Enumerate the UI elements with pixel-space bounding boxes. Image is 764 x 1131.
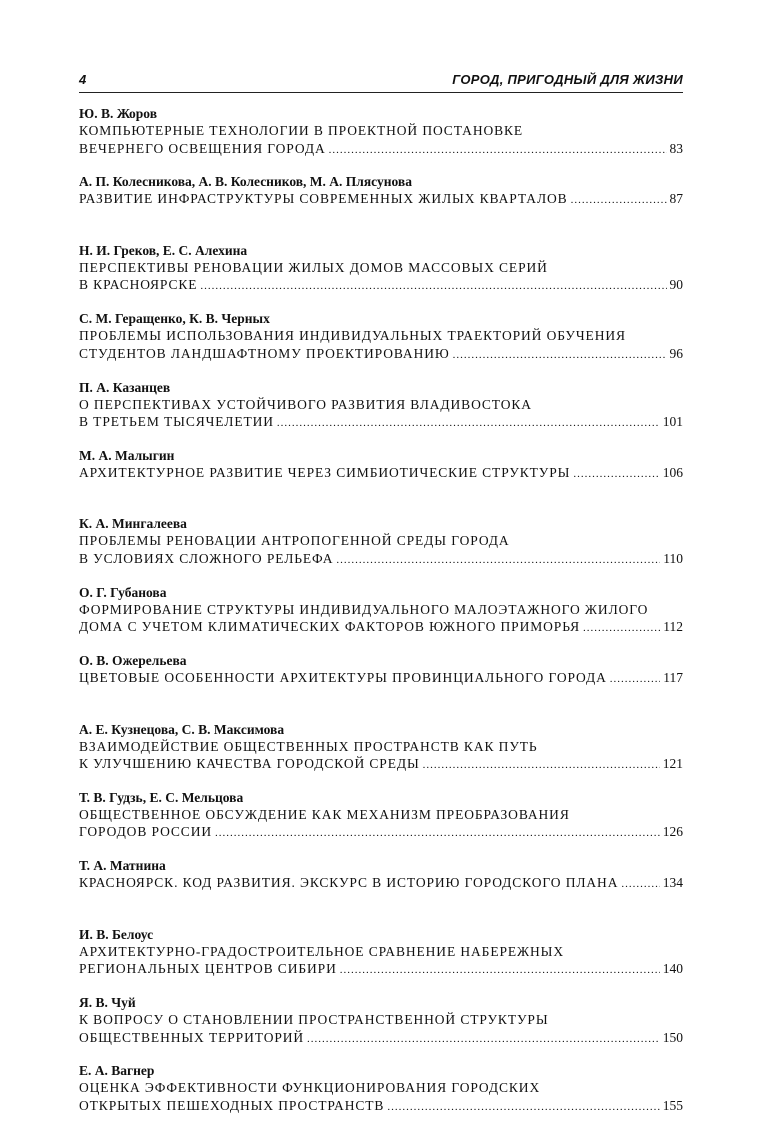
toc-entry-page-number: 101 <box>662 414 683 430</box>
dot-leader <box>215 825 660 843</box>
dot-leader <box>387 1099 659 1117</box>
dot-leader <box>277 415 660 433</box>
toc-entry-title-line: ОБЩЕСТВЕННЫХ ТЕРРИТОРИЙ <box>79 1029 305 1045</box>
toc-entry-title-line: ПЕРСПЕКТИВЫ РЕНОВАЦИИ ЖИЛЫХ ДОМОВ МАССОВЫХ СЕРИЙ <box>79 259 548 275</box>
toc-entry-last-line <box>79 1097 683 1115</box>
dot-leader <box>453 347 667 365</box>
page-header <box>79 70 683 93</box>
dot-leader <box>307 1031 660 1049</box>
toc-entry-page-number: 126 <box>662 824 683 840</box>
toc-entry-page-number: 96 <box>669 345 683 361</box>
table-of-contents <box>79 105 683 1131</box>
toc-entry-authors: С. М. Геращенко, К. В. Черных <box>79 311 270 327</box>
toc-entry-authors: О. В. Ожерельева <box>79 653 187 669</box>
toc-entry-last-line <box>79 960 683 978</box>
toc-entry-authors: Ю. В. Жоров <box>79 106 158 121</box>
toc-entry-authors: К. А. Мингалеева <box>79 516 187 532</box>
toc-entry-last-line <box>79 755 683 773</box>
toc-entry-page-number: 155 <box>662 1097 683 1113</box>
toc-entry-title-line: КРАСНОЯРСК. КОД РАЗВИТИЯ. ЭКСКУРС В ИСТОРИЮ ГОРОДСКОГО ПЛАНА <box>79 875 619 891</box>
toc-entry-page-number: 112 <box>663 619 683 635</box>
toc-entry <box>79 173 683 241</box>
toc-entry-authors: М. А. Малыгин <box>79 447 175 463</box>
toc-entry-title-line: ПРОБЛЕМЫ ИСПОЛЬЗОВАНИЯ ИНДИВИДУАЛЬНЫХ ТРАЕКТОРИЙ ОБУЧЕНИЯ <box>79 328 626 344</box>
toc-entry-last-line <box>79 618 683 636</box>
toc-entry-title-line: РЕГИОНАЛЬНЫХ ЦЕНТРОВ СИБИРИ <box>79 961 337 977</box>
toc-entry-last-line <box>79 874 683 892</box>
toc-entry-authors: П. А. Казанцев <box>79 379 171 395</box>
toc-entry <box>79 242 683 310</box>
dot-leader <box>423 757 660 775</box>
toc-entry-authors: Е. А. Вагнер <box>79 1063 155 1079</box>
toc-entry <box>79 857 683 925</box>
toc-entry-authors: И. В. Белоус <box>79 926 154 942</box>
toc-entry-title-line: АРХИТЕКТУРНО-ГРАДОСТРОИТЕЛЬНОЕ СРАВНЕНИЕ НАБЕРЕЖНЫХ <box>79 943 564 959</box>
toc-entry-last-line <box>79 190 683 208</box>
toc-entry <box>79 447 683 515</box>
toc-entry-title-line: В КРАСНОЯРСКЕ <box>79 277 198 293</box>
toc-entry-title-line: В ТРЕТЬЕМ ТЫСЯЧЕЛЕТИИ <box>79 414 274 430</box>
toc-entry-last-line <box>79 413 683 431</box>
toc-entry-page-number: 117 <box>663 670 683 686</box>
toc-entry-authors: Т. В. Гудзь, Е. С. Мельцова <box>79 789 244 805</box>
toc-entry <box>79 1062 683 1130</box>
toc-entry-authors: Я. В. Чуй <box>79 995 136 1011</box>
toc-entry <box>79 789 683 857</box>
toc-entry-last-line <box>79 276 683 294</box>
toc-entry-last-line <box>79 823 683 841</box>
running-title: ГОРОД, ПРИГОДНЫЙ ДЛЯ ЖИЗНИ <box>452 72 683 87</box>
toc-entry-authors: А. Е. Кузнецова, С. В. Максимова <box>79 721 285 737</box>
toc-entry <box>79 926 683 994</box>
toc-entry-last-line <box>79 345 683 363</box>
toc-entry-page-number: 110 <box>663 550 683 566</box>
dot-leader <box>336 552 660 570</box>
toc-entry-authors: Т. А. Матнина <box>79 858 166 874</box>
dot-leader <box>571 192 667 210</box>
page-number: 4 <box>79 72 87 87</box>
toc-entry-title-line: ВЕЧЕРНЕГО ОСВЕЩЕНИЯ ГОРОДА <box>79 140 326 156</box>
toc-entry <box>79 379 683 447</box>
toc-entry-last-line <box>79 550 683 568</box>
toc-entry <box>79 105 683 173</box>
toc-entry-page-number: 106 <box>662 464 683 480</box>
dot-leader <box>583 620 660 638</box>
dot-leader <box>610 671 660 689</box>
toc-entry <box>79 584 683 652</box>
dot-leader <box>329 142 667 160</box>
toc-entry-title-line: ГОРОДОВ РОССИИ <box>79 824 212 840</box>
toc-entry <box>79 310 683 378</box>
toc-entry-last-line <box>79 1029 683 1047</box>
toc-entry-title-line: АРХИТЕКТУРНОЕ РАЗВИТИЕ ЧЕРЕЗ СИМБИОТИЧЕСКИЕ СТРУКТУРЫ <box>79 464 571 480</box>
toc-entry-title-line: ФОРМИРОВАНИЕ СТРУКТУРЫ ИНДИВИДУАЛЬНОГО МАЛОЭТАЖНОГО ЖИЛОГО <box>79 601 649 617</box>
toc-entry-last-line <box>79 669 683 687</box>
toc-entry-authors: А. П. Колесникова, А. В. Колесников, М. А. Плясунова <box>79 174 412 190</box>
toc-entry-title-line: ОБЩЕСТВЕННОЕ ОБСУЖДЕНИЕ КАК МЕХАНИЗМ ПРЕОБРАЗОВАНИЯ <box>79 806 570 822</box>
toc-entry-title-line: ВЗАИМОДЕЙСТВИЕ ОБЩЕСТВЕННЫХ ПРОСТРАНСТВ КАК ПУТЬ <box>79 738 538 754</box>
toc-entry-page-number: 134 <box>662 875 683 891</box>
toc-entry <box>79 652 683 720</box>
toc-entry-title-line: РАЗВИТИЕ ИНФРАСТРУКТУРЫ СОВРЕМЕННЫХ ЖИЛЫХ КВАРТАЛОВ <box>79 191 568 207</box>
toc-entry-page-number: 150 <box>662 1029 683 1045</box>
toc-entry-last-line <box>79 464 683 482</box>
toc-entry-last-line <box>79 140 683 158</box>
toc-entry-page-number: 90 <box>669 277 683 293</box>
toc-entry-page-number: 140 <box>662 961 683 977</box>
toc-entry-title-line: О ПЕРСПЕКТИВАХ УСТОЙЧИВОГО РАЗВИТИЯ ВЛАДИВОСТОКА <box>79 396 532 412</box>
toc-entry-title-line: ПРОБЛЕМЫ РЕНОВАЦИИ АНТРОПОГЕННОЙ СРЕДЫ ГОРОДА <box>79 533 510 549</box>
toc-entry-title-line: В УСЛОВИЯХ СЛОЖНОГО РЕЛЬЕФА <box>79 550 334 566</box>
toc-entry <box>79 721 683 789</box>
toc-entry-title-line: К ВОПРОСУ О СТАНОВЛЕНИИ ПРОСТРАНСТВЕННОЙ СТРУКТУРЫ <box>79 1012 549 1028</box>
dot-leader <box>200 278 666 296</box>
toc-entry-title-line: ОЦЕНКА ЭФФЕКТИВНОСТИ ФУНКЦИОНИРОВАНИЯ ГОРОДСКИХ <box>79 1080 541 1096</box>
toc-entry-title-line: КОМПЬЮТЕРНЫЕ ТЕХНОЛОГИИ В ПРОЕКТНОЙ ПОСТАНОВКЕ <box>79 123 524 138</box>
toc-entry-title-line: К УЛУЧШЕНИЮ КАЧЕСТВА ГОРОДСКОЙ СРЕДЫ <box>79 756 420 772</box>
toc-entry-title-line: СТУДЕНТОВ ЛАНДШАФТНОМУ ПРОЕКТИРОВАНИЮ <box>79 345 450 361</box>
dot-leader <box>573 466 659 484</box>
toc-entry <box>79 994 683 1062</box>
toc-entry <box>79 515 683 583</box>
dot-leader <box>340 962 660 980</box>
toc-entry-authors: О. Г. Губанова <box>79 584 167 600</box>
toc-entry-page-number: 87 <box>669 191 683 207</box>
toc-entry-title-line: ДОМА С УЧЕТОМ КЛИМАТИЧЕСКИХ ФАКТОРОВ ЮЖНОГО ПРИМОРЬЯ <box>79 619 581 635</box>
dot-leader <box>621 876 659 894</box>
toc-entry-title-line: ЦВЕТОВЫЕ ОСОБЕННОСТИ АРХИТЕКТУРЫ ПРОВИНЦИАЛЬНОГО ГОРОДА <box>79 670 607 686</box>
toc-entry-authors: Н. И. Греков, Е. С. Алехина <box>79 242 248 258</box>
toc-entry-page-number: 83 <box>669 140 683 156</box>
toc-entry-title-line: ОТКРЫТЫХ ПЕШЕХОДНЫХ ПРОСТРАНСТВ <box>79 1097 385 1113</box>
toc-entry-page-number: 121 <box>662 756 683 772</box>
